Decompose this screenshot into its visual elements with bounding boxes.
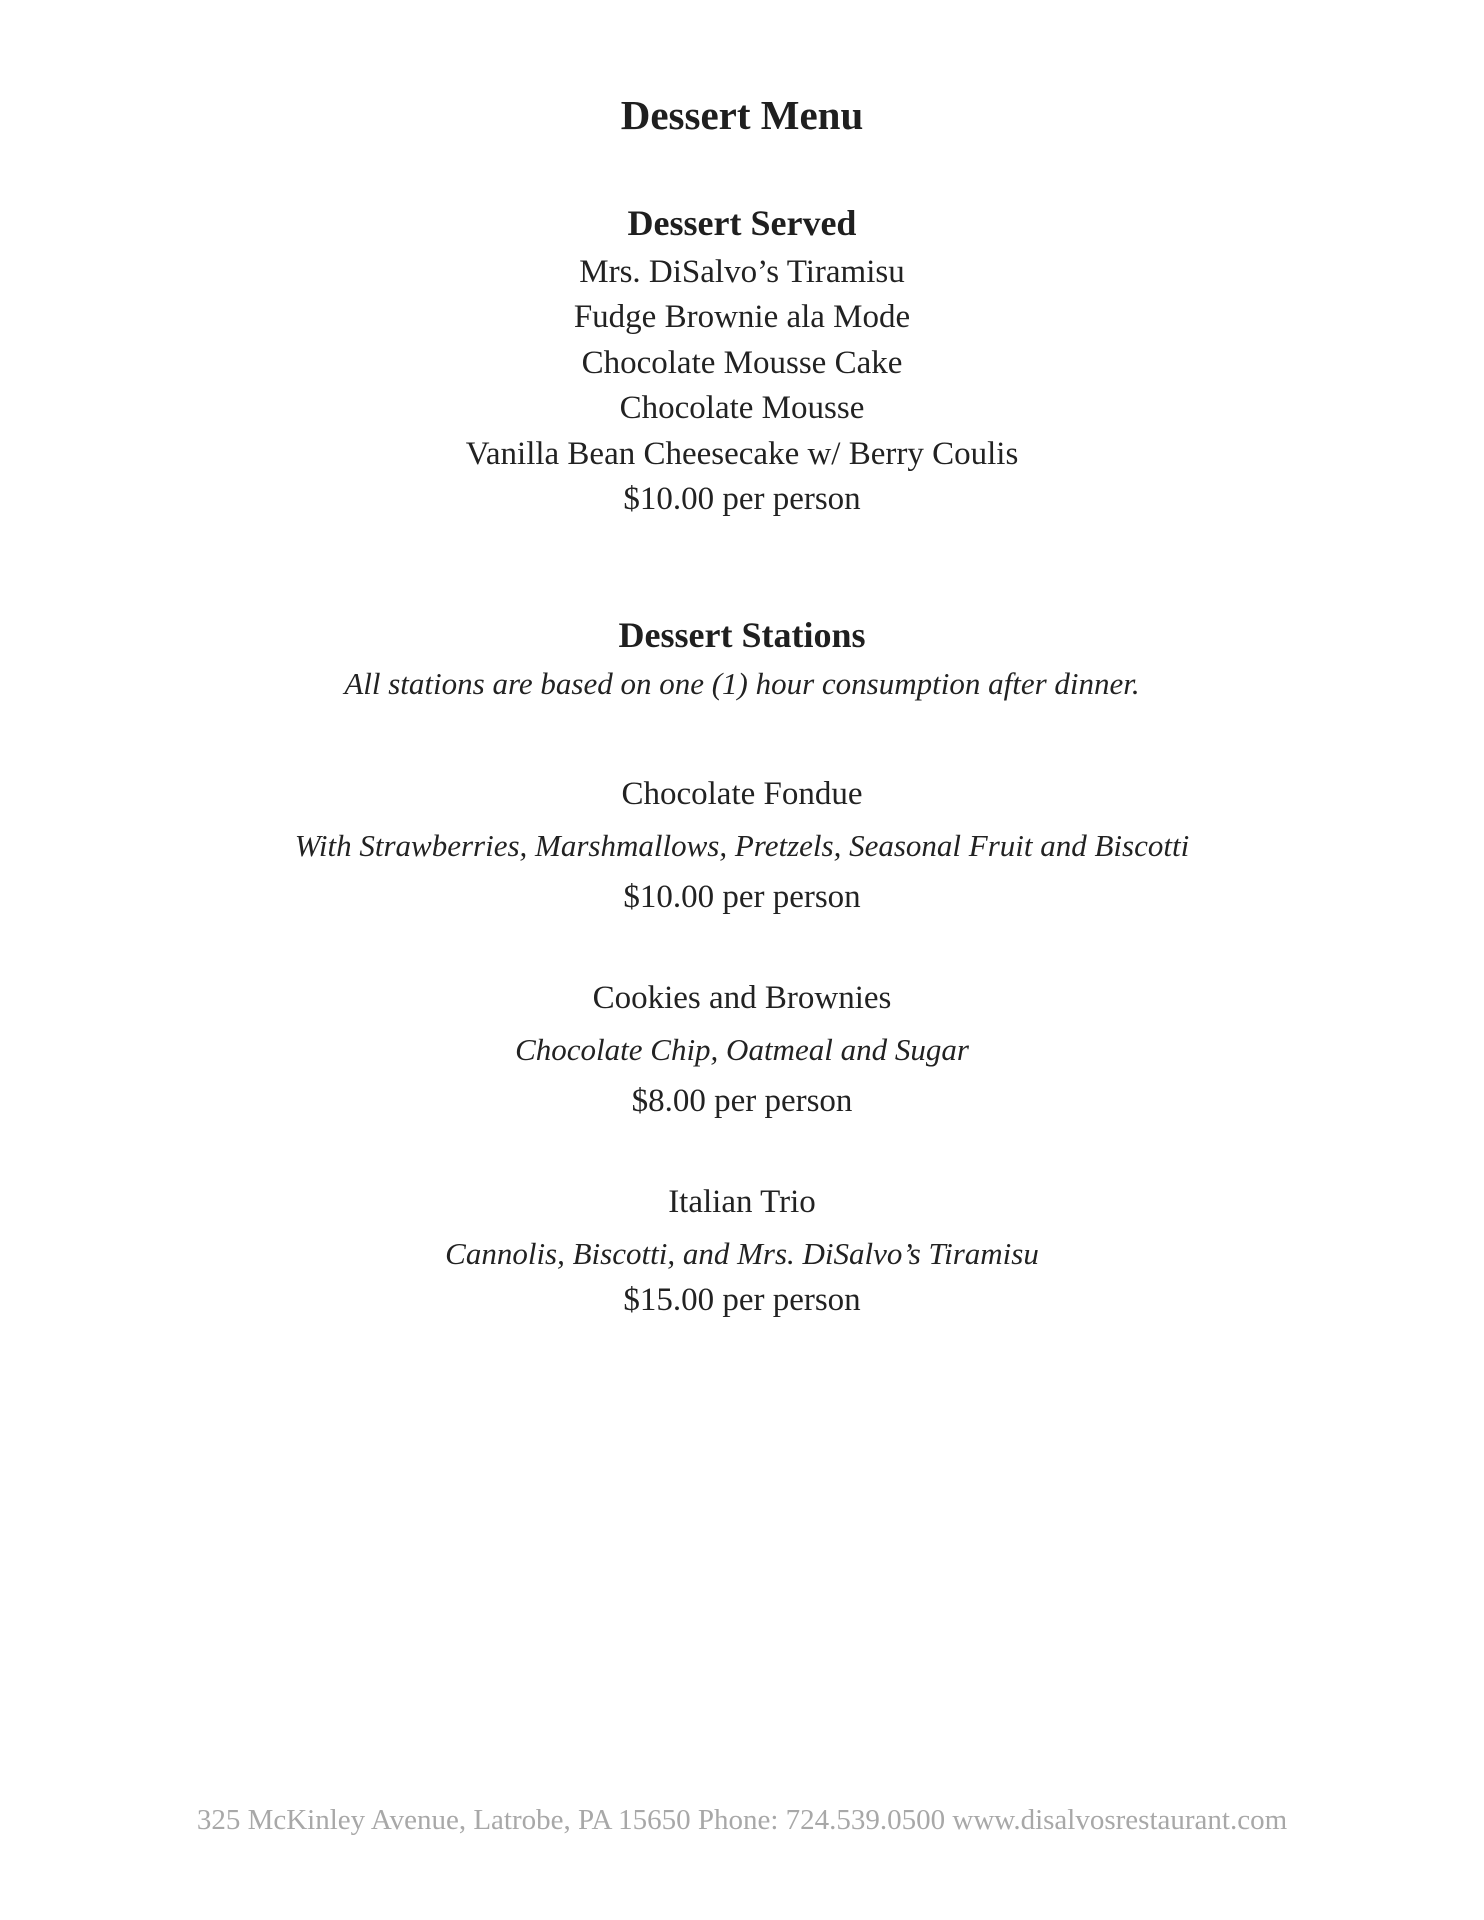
station-price-cookies: $8.00 per person [631, 1083, 853, 1119]
stations-note: All stations are based on one (1) hour consumption after dinner. [344, 666, 1140, 701]
served-item-mousse-cake: Chocolate Mousse Cake [581, 345, 903, 381]
served-price: $10.00 per person [623, 481, 861, 517]
served-item-tiramisu: Mrs. DiSalvo’s Tiramisu [579, 254, 905, 290]
station-price-italian-trio: $15.00 per person [623, 1282, 861, 1318]
station-name-fondue: Chocolate Fondue [621, 776, 863, 812]
served-item-cheesecake: Vanilla Bean Cheesecake w/ Berry Coulis [465, 436, 1019, 472]
station-description-fondue: With Strawberries, Marshmallows, Pretzels, Seasonal Fruit and Biscotti [294, 828, 1190, 863]
station-description-italian-trio: Cannolis, Biscotti, and Mrs. DiSalvo’s Tiramisu [445, 1236, 1039, 1271]
served-item-mousse: Chocolate Mousse [619, 390, 865, 426]
served-item-brownie: Fudge Brownie ala Mode [573, 299, 911, 335]
footer-contact: 325 McKinley Avenue, Latrobe, PA 15650 Phone: 724.539.0500 www.disalvosrestaurant.com [196, 1804, 1288, 1836]
station-description-cookies: Chocolate Chip, Oatmeal and Sugar [515, 1032, 969, 1067]
station-name-cookies: Cookies and Brownies [592, 980, 892, 1016]
dessert-served-heading: Dessert Served [627, 203, 857, 243]
dessert-stations-heading: Dessert Stations [618, 615, 866, 655]
station-name-italian-trio: Italian Trio [668, 1184, 816, 1220]
page-title: Dessert Menu [620, 92, 864, 138]
station-price-fondue: $10.00 per person [623, 879, 861, 915]
